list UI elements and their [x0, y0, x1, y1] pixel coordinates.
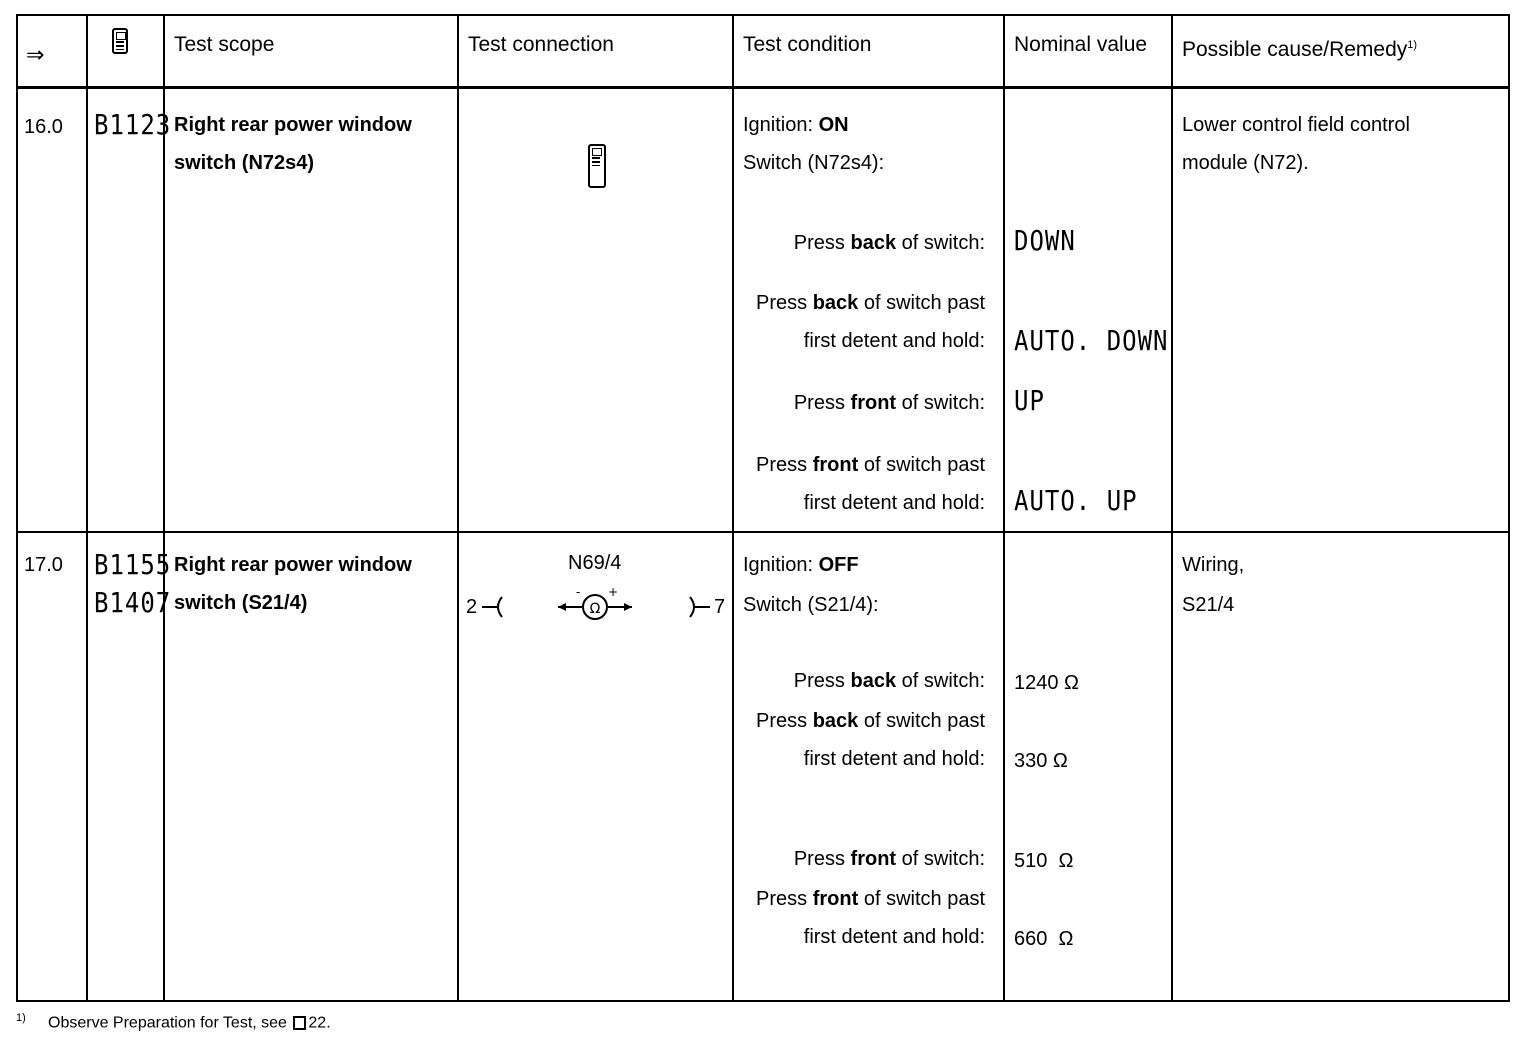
possible-cause-line1: Wiring, [1182, 554, 1245, 576]
row-divider [18, 531, 1508, 533]
condition-text: of switch: [896, 392, 985, 414]
hand-held-tester-icon [588, 144, 606, 188]
condition-line [794, 384, 985, 422]
col-divider [86, 16, 88, 1000]
condition-emphasis: front [812, 888, 859, 910]
condition-text: first detent and hold: [803, 926, 985, 948]
test-table [16, 14, 1510, 1002]
ignition-value: ON [818, 114, 849, 136]
step-number: 16.0 [24, 116, 63, 138]
col-divider [732, 16, 734, 1000]
condition-text: Press [793, 392, 851, 414]
header-test-scope: Test scope [174, 33, 275, 56]
condition-line [756, 880, 985, 956]
test-scope-line1: Right rear power window [174, 114, 412, 136]
footnote-mark: 1) [16, 1012, 26, 1024]
step-number: 17.0 [24, 554, 63, 576]
nominal-value: AUTO. DOWN [1014, 324, 1169, 358]
header-divider [18, 86, 1508, 89]
fault-code: B1123 [94, 108, 172, 142]
svg-text:Ω: Ω [589, 601, 601, 617]
pin-right: 7 [714, 596, 726, 618]
col-divider [1003, 16, 1005, 1000]
condition-line [794, 662, 985, 700]
switch-label: Switch (N72s4): [743, 152, 885, 174]
connection-cell [588, 144, 606, 195]
condition-line [756, 284, 985, 360]
condition-text: of switch: [896, 848, 985, 870]
condition-text: first detent and hold: [803, 748, 985, 770]
condition-emphasis: back [812, 292, 859, 314]
nominal-value: 510 Ω [1014, 850, 1074, 872]
test-scope-line2: switch (N72s4) [174, 152, 315, 174]
condition-emphasis: back [812, 710, 859, 732]
condition-text: Press [756, 454, 813, 476]
test-scope-line2: switch (S21/4) [174, 592, 308, 614]
condition-emphasis: front [850, 392, 897, 414]
condition-text: of switch: [896, 232, 985, 254]
ignition-value: OFF [818, 554, 859, 576]
condition-line [794, 224, 985, 262]
condition-text: Press [756, 888, 813, 910]
pin-left: 2 [466, 596, 478, 618]
condition-text: of switch past [858, 710, 985, 732]
condition-text: Press [756, 292, 813, 314]
ignition-condition [743, 552, 859, 578]
condition-text: of switch: [896, 670, 985, 692]
footnote [16, 1012, 331, 1032]
footnote-page: 22. [308, 1014, 331, 1032]
condition-emphasis: front [812, 454, 859, 476]
header-test-connection: Test connection [468, 33, 614, 56]
possible-cause-label: Possible cause/Remedy [1182, 38, 1408, 61]
condition-text: of switch past [858, 888, 985, 910]
condition-text: of switch past [858, 454, 985, 476]
col-divider [457, 16, 459, 1000]
possible-cause-line2: S21/4 [1182, 594, 1235, 616]
condition-text: first detent and hold: [803, 330, 985, 352]
col-divider [1171, 16, 1173, 1000]
nominal-value: UP [1014, 384, 1045, 418]
test-scope-line1: Right rear power window [174, 554, 412, 576]
book-reference-icon [293, 1016, 306, 1030]
hand-held-tester-icon [112, 28, 128, 54]
nominal-value: 330 Ω [1014, 750, 1068, 772]
ignition-label: Ignition: [743, 554, 814, 576]
condition-text: Press [793, 232, 851, 254]
condition-line [756, 446, 985, 522]
ohmmeter-connection-icon [478, 582, 714, 632]
header-nominal-value: Nominal value [1014, 33, 1148, 56]
arrow-header: ⇒ [26, 42, 45, 67]
svg-text:+: + [608, 585, 619, 599]
tester-header-cell [112, 28, 128, 61]
condition-text: Press [793, 848, 851, 870]
col-divider [163, 16, 165, 1000]
fault-code: B1155 [94, 548, 172, 582]
connector-label: N69/4 [568, 552, 622, 574]
footnote-ref: 1) [1407, 39, 1418, 51]
condition-line [756, 702, 985, 778]
condition-line [794, 840, 985, 878]
ignition-label: Ignition: [743, 114, 814, 136]
possible-cause-line1: Lower control field control [1182, 114, 1410, 136]
condition-text: Press [793, 670, 851, 692]
nominal-value: AUTO. UP [1014, 484, 1138, 518]
nominal-value: 1240 Ω [1014, 672, 1079, 694]
header-possible-cause [1182, 32, 1417, 63]
footnote-text: Observe Preparation for Test, see [48, 1014, 287, 1032]
nominal-value: DOWN [1014, 224, 1076, 258]
switch-label: Switch (S21/4): [743, 594, 879, 616]
condition-text: Press [756, 710, 813, 732]
fault-code: B1407 [94, 586, 172, 620]
header-test-condition: Test condition [743, 33, 872, 56]
ignition-condition [743, 112, 849, 138]
possible-cause-line2: module (N72). [1182, 152, 1309, 174]
condition-emphasis: back [850, 670, 897, 692]
nominal-value: 660 Ω [1014, 928, 1074, 950]
condition-text: first detent and hold: [803, 492, 985, 514]
condition-emphasis: back [850, 232, 897, 254]
condition-emphasis: front [850, 848, 897, 870]
svg-text:-: - [576, 585, 581, 599]
condition-text: of switch past [858, 292, 985, 314]
